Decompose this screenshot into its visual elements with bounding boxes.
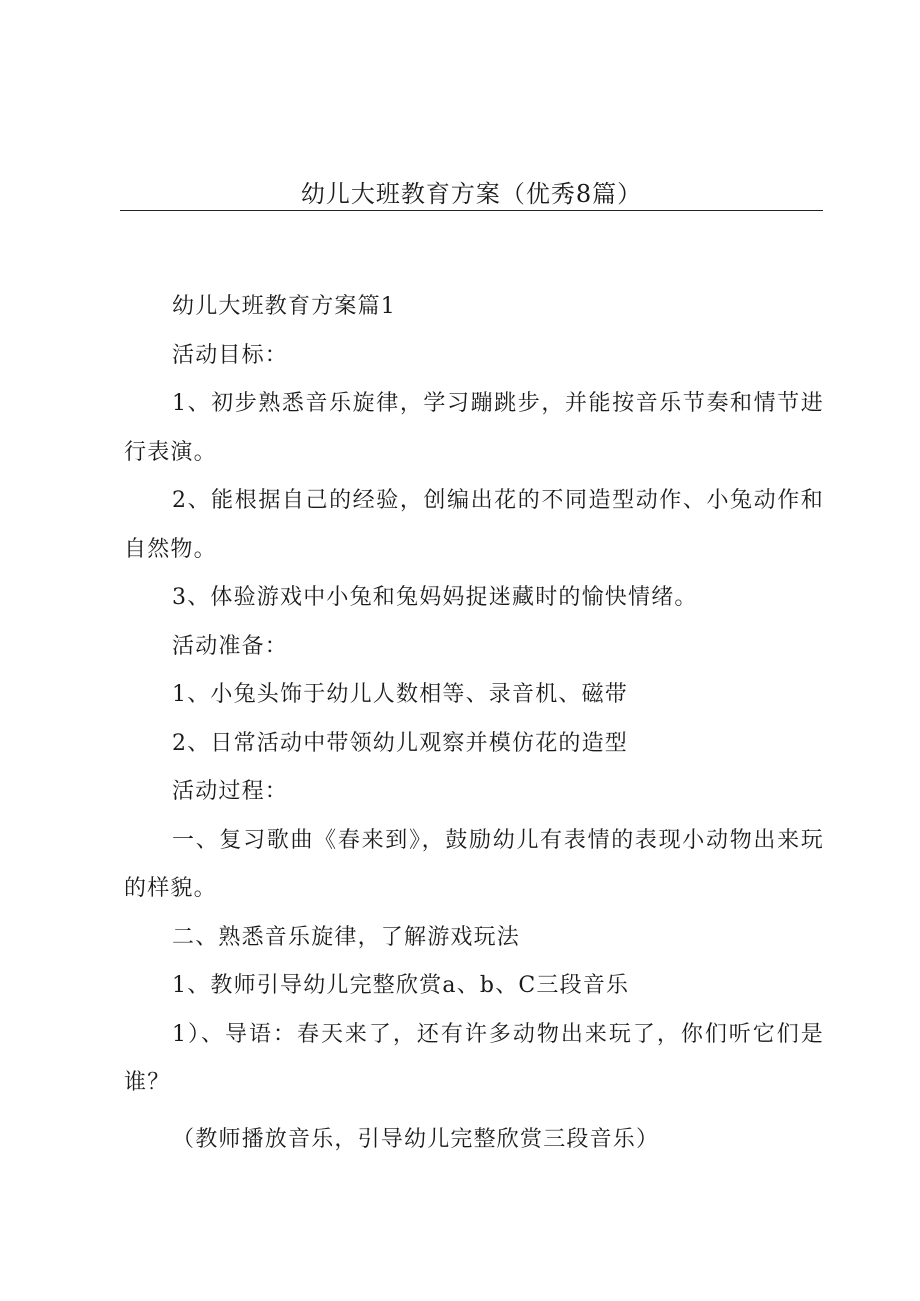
section-heading: 幼儿大班教育方案篇1: [172, 294, 396, 319]
paragraph: 1、初步熟悉音乐旋律，学习蹦跳步，并能按音乐节奏和情节进行表演。: [124, 391, 824, 465]
subheading-objectives: 活动目标：: [172, 342, 289, 368]
paragraph: 2、日常活动中带领幼儿观察并模仿花的造型: [172, 730, 628, 756]
paragraph: （教师播放音乐，引导幼儿完整欣赏三段音乐）: [172, 1126, 660, 1152]
subheading-process: 活动过程：: [172, 779, 289, 804]
document-body: [124, 283, 824, 1164]
subheading-preparation: 活动准备：: [172, 633, 289, 659]
paragraph: 1）、导语：春天来了，还有许多动物出来玩了，你们听它们是谁？: [124, 1021, 824, 1095]
paragraph: 3、体验游戏中小兔和兔妈妈捉迷藏时的愉快情绪。: [172, 585, 698, 610]
paragraph: 二、熟悉音乐旋律，了解游戏玩法: [172, 924, 521, 950]
paragraph: 2、能根据自己的经验，创编出花的不同造型动作、小兔动作和自然物。: [124, 488, 824, 562]
title-underline: [120, 210, 823, 211]
paragraph: 一、复习歌曲《春来到》，鼓励幼儿有表情的表现小动物出来玩的样貌。: [124, 827, 824, 901]
paragraph: 1、教师引导幼儿完整欣赏a、b、C三段音乐: [172, 973, 630, 998]
document-title: 幼儿大班教育方案（优秀8篇）: [300, 180, 643, 208]
paragraph: 1、小兔头饰于幼儿人数相等、录音机、磁带: [172, 682, 628, 707]
